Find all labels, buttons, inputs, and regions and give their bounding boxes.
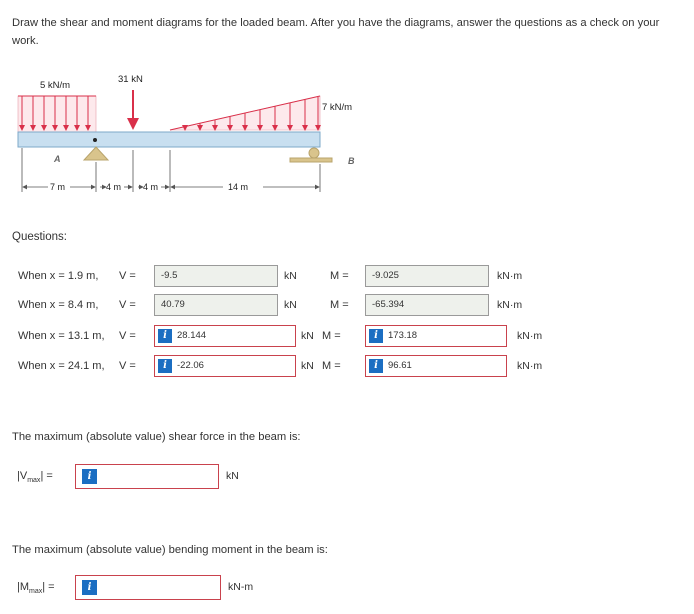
info-icon[interactable]: i	[82, 469, 97, 484]
row-1-v-label: V =	[119, 270, 136, 282]
row-2-label: When x = 8.4 m,	[18, 299, 99, 311]
row-4-v-label: V =	[119, 360, 136, 372]
row-3-m-field[interactable]	[365, 325, 507, 347]
vmax-label: $|V_{max}|$ =	[17, 470, 53, 485]
row-4-v-field[interactable]	[154, 355, 296, 377]
row-3-label: When x = 13.1 m,	[18, 330, 105, 342]
row-1-label: When x = 1.9 m,	[18, 270, 99, 282]
triangular-load	[170, 96, 320, 130]
row-2-v-label: V =	[119, 299, 136, 311]
row-1-m-label: M =	[330, 270, 349, 282]
row-3-m-value: 173.18	[388, 330, 418, 341]
beam-figure	[0, 60, 380, 210]
mmax-input[interactable]	[75, 575, 221, 600]
info-icon[interactable]: i	[158, 329, 172, 343]
row-4-label: When x = 24.1 m,	[18, 360, 105, 372]
instructions: Draw the shear and moment diagrams for the loaded beam. After you have the diagrams, answer the questions as a check on your work.	[12, 17, 660, 47]
row-2-m-unit: kN·m	[497, 299, 523, 311]
dim-4m-second: 4 m	[143, 182, 159, 192]
row-3-m-unit: kN·m	[517, 330, 543, 342]
row-3-m-label: M =	[322, 330, 341, 342]
row-1-v-unit: kN	[284, 270, 297, 282]
max-moment-text: The maximum (absolute value) bending moment in the beam is:	[12, 544, 328, 556]
row-4-m-unit: kN·m	[517, 360, 543, 372]
row-2-m-field[interactable]: -65.394	[365, 294, 489, 316]
row-4-v-unit: kN	[301, 360, 314, 372]
max-shear-text: The maximum (absolute value) shear force in the beam is:	[12, 431, 301, 443]
row-2-v-unit: kN	[284, 299, 297, 311]
row-2-m-label: M =	[330, 299, 349, 311]
dimension-lines	[22, 148, 320, 192]
uniform-load-left	[18, 96, 96, 132]
label-b: B	[348, 156, 355, 166]
support-b	[290, 148, 332, 162]
row-4-v-value: -22.06	[177, 360, 204, 371]
support-a	[84, 147, 108, 160]
row-1-m-unit: kN·m	[497, 270, 523, 282]
vmax-input[interactable]	[75, 464, 219, 489]
label-a: A	[54, 154, 61, 164]
row-3-v-value: 28.144	[177, 330, 207, 341]
row-3-v-field[interactable]	[154, 325, 296, 347]
label-5kn-m: 5 kN/m	[40, 80, 71, 91]
row-3-v-label: V =	[119, 330, 136, 342]
dim-7m: 7 m	[50, 182, 66, 192]
row-4-m-field[interactable]	[365, 355, 507, 377]
info-icon[interactable]: i	[369, 329, 383, 343]
questions-heading: Questions:	[12, 231, 67, 243]
mmax-label: $|M_{max}|$ =	[17, 581, 55, 596]
vmax-unit: kN	[226, 470, 239, 482]
row-1-m-field[interactable]: -9.025	[365, 265, 489, 287]
row-1-v-field[interactable]: -9.5	[154, 265, 278, 287]
row-2-v-field[interactable]: 40.79	[154, 294, 278, 316]
row-4-m-value: 96.61	[388, 360, 412, 371]
row-3-v-unit: kN	[301, 330, 314, 342]
dim-4m-first: 4 m	[106, 182, 122, 192]
info-icon[interactable]: i	[82, 580, 97, 595]
info-icon[interactable]: i	[158, 359, 172, 373]
label-7kn-m: 7 kN/m	[322, 102, 353, 113]
row-4-m-label: M =	[322, 360, 341, 372]
label-31kn: 31 kN	[118, 74, 143, 85]
info-icon[interactable]: i	[369, 359, 383, 373]
mmax-unit: kN-m	[228, 581, 254, 593]
beam	[18, 132, 320, 147]
dim-14m: 14 m	[228, 182, 249, 192]
